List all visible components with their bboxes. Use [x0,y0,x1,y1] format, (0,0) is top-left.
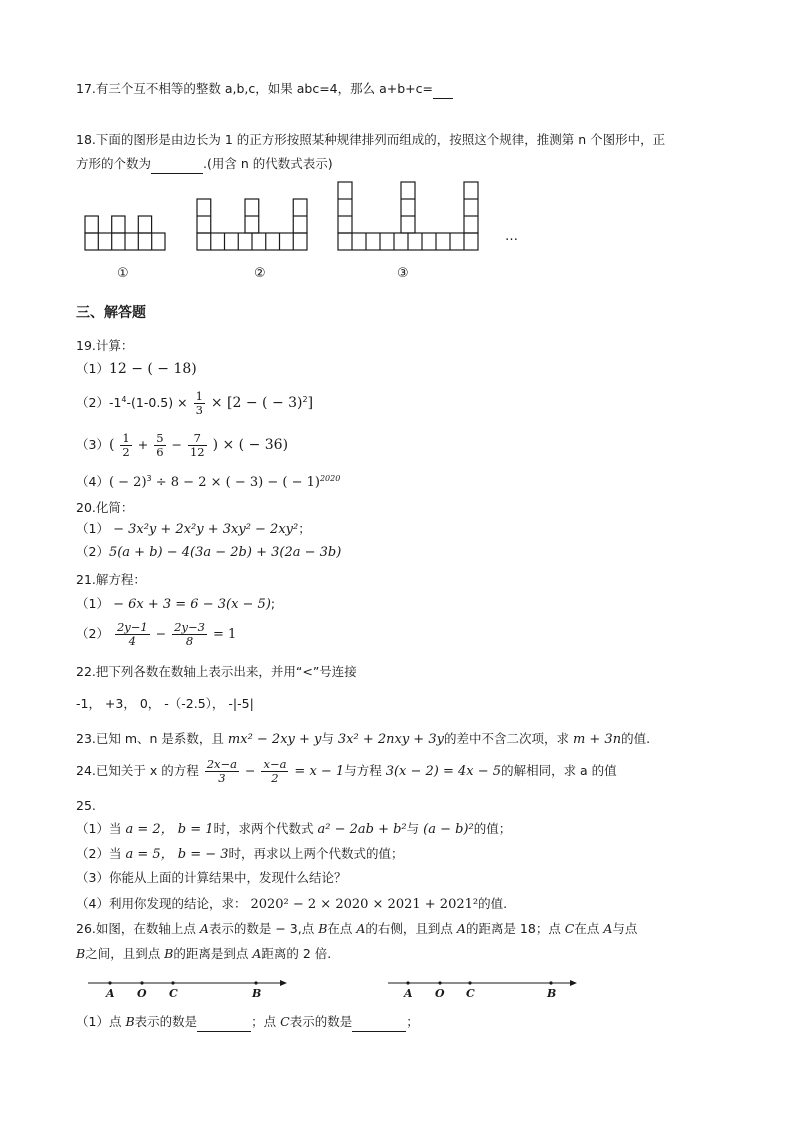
question-26-line2: B之间，且到点 B的距离是到点 A距离的 2 倍. [76,946,332,961]
axis-label-O: O [435,987,445,1000]
question-20-part2: （2）5(a + b) − 4(3a − 2b) + 3(2a − 3b) [76,544,342,560]
axis-label-A: A [106,987,115,1000]
answer-blank[interactable] [352,1013,406,1032]
question-19-part3: （3）( $\frac{1}{2}$ + $\frac{5}{6}$ − $\frac{7}{12}$ ) × ( − 36) [76,431,289,459]
question-25-part4: （4）利用你发现的结论，求： 2020² − 2 × 2020 × 2021 + 2021²的值. [76,896,508,912]
question-19-part2: $(2)-1^4-(1-0.5)$ × $\frac{1}{3}$ × [2 − ( − 3)$^2$] [76,389,314,417]
question-18-line1: 18.下面的图形是由边长为 1 的正方形按照某种规律排列而组成的，按照这个规律，推测第 n 个图形中，正 [76,132,666,147]
square-pattern-figures [0,180,794,260]
question-26-part1: （1）点 B表示的数是 ；点 C表示的数是 ； [76,1013,419,1032]
question-17: 17.有三个互不相等的整数 a,b,c，如果 abc=4，那么 a+b+c= [76,80,453,99]
question-20-part1: （1） − 3x²y + 2x²y + 3xy² − 2xy²； [76,521,311,537]
question-19-title: 19.计算： [76,338,134,353]
question-25-part1: （1）当 a = 2， b = 1时，求两个代数式 a² − 2ab + b²与 (a − b)²的值； [76,821,512,837]
number-line-right [388,975,588,1005]
question-18-line2: 方形的个数为 .(用含 n 的代数式表示) [76,155,333,174]
question-19-part4: $(4)( - 2)^3 \div 8 - 2$ × ( − 3) − ( − 1)$^{2020}$ [76,474,341,491]
figure-label-3: ③ [397,266,409,281]
question-22-numbers: -1， +3， 0， -（-2.5）， -|-5| [76,696,254,711]
question-20-title: 20.化简： [76,500,134,515]
figure-label-2: ② [254,266,266,281]
figure-1 [85,216,165,250]
question-25-title: 25. [76,798,96,813]
figure-label-1: ① [117,266,129,281]
section-title: 三、解答题 [76,305,146,321]
axis-label-B: B [547,987,557,1000]
question-25-part2: （2）当 a = 5， b = − 3时，再求以上两个代数式的值； [76,846,404,862]
fraction-one-third: $\frac{1}{3}$ [195,389,203,417]
question-25-part3: （3）你能从上面的计算结果中，发现什么结论？ [76,870,347,885]
axis-label-O: O [137,987,147,1000]
answer-blank[interactable] [197,1013,251,1032]
answer-blank[interactable] [151,155,203,174]
figure-2 [197,199,307,250]
question-23: 23.已知 m、n 是系数，且 mx² − 2xy + y与 3x² + 2nxy + 3y的差中不含二次项，求 m + 3n的值. [76,731,651,747]
question-19-part1: （1）12 − ( − 18) [76,361,197,377]
answer-blank[interactable] [433,80,453,99]
axis-label-A: A [404,987,413,1000]
axis-label-C: C [466,987,475,1000]
axis-label-C: C [169,987,178,1000]
question-21-part2: （2） $\frac{2y-1}{4}$ − $\frac{2y-3}{8}$ = 1 [76,620,237,648]
question-24: 24.已知关于 x 的方程 $\frac{2x-a}{3}$ − $\frac{x-a}{2}$ = x − 1与方程 3(x − 2) = 4x − 5的解相同，求 a 的值 [76,757,617,785]
question-21-part1: （1） − 6x + 3 = 6 − 3(x − 5); [76,596,276,612]
axis-label-B: B [252,987,262,1000]
pattern-ellipsis: … [505,229,518,244]
figure-3 [338,182,478,250]
question-26-line1: 26.如图，在数轴上点 A表示的数是 − 3,点 B在点 A的右侧，且到点 A的距离是 18；点 C在点 A与点 [76,921,638,936]
question-22-title: 22.把下列各数在数轴上表示出来，并用“<”号连接 [76,664,357,679]
question-21-title: 21.解方程： [76,572,146,587]
